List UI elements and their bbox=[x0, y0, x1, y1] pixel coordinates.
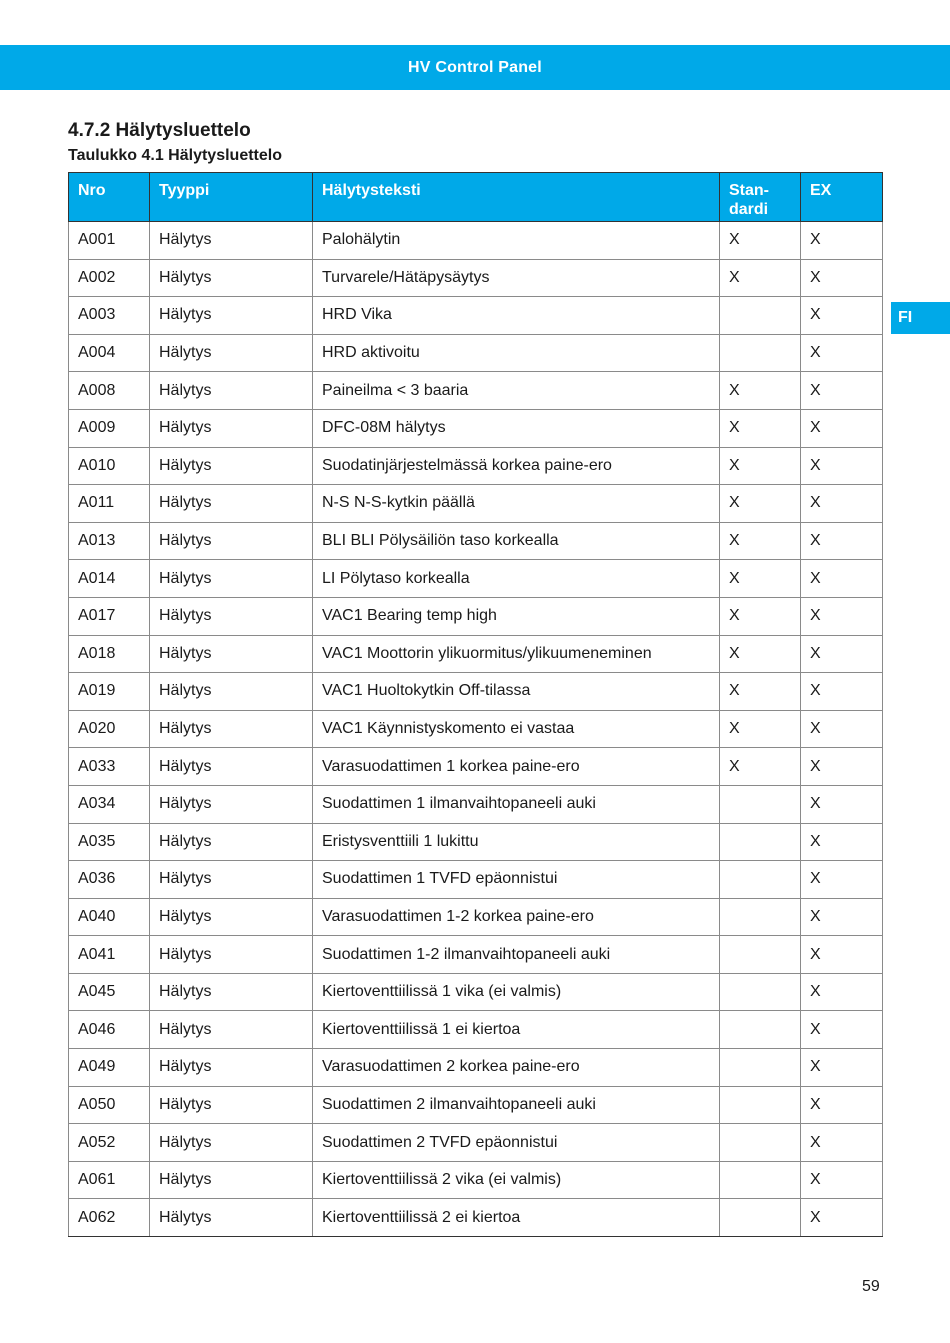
table-row bbox=[69, 1161, 883, 1199]
alarm-type-cell: Hälytys bbox=[150, 898, 313, 936]
table-row bbox=[69, 973, 883, 1011]
standard-cell: X bbox=[720, 635, 801, 673]
alarm-type-cell: Hälytys bbox=[150, 334, 313, 372]
alarm-code-cell: A034 bbox=[69, 785, 150, 823]
standard-cell bbox=[720, 297, 801, 335]
ex-cell: X bbox=[801, 936, 883, 974]
standard-cell bbox=[720, 1086, 801, 1124]
column-header-type: Tyyppi bbox=[150, 173, 313, 222]
alarm-type-cell: Hälytys bbox=[150, 1161, 313, 1199]
alarm-type-cell: Hälytys bbox=[150, 710, 313, 748]
alarm-text-cell: Suodattimen 1-2 ilmanvaihtopaneeli auki bbox=[313, 936, 720, 974]
alarm-text-cell: HRD aktivoitu bbox=[313, 334, 720, 372]
alarm-type-cell: Hälytys bbox=[150, 409, 313, 447]
header-band bbox=[0, 45, 950, 90]
alarm-text-cell: Turvarele/Hätäpysäytys bbox=[313, 259, 720, 297]
standard-cell bbox=[720, 898, 801, 936]
standard-cell: X bbox=[720, 259, 801, 297]
table-row bbox=[69, 485, 883, 523]
alarm-type-cell: Hälytys bbox=[150, 785, 313, 823]
table-row bbox=[69, 1049, 883, 1087]
alarm-code-cell: A020 bbox=[69, 710, 150, 748]
alarm-code-cell: A017 bbox=[69, 597, 150, 635]
alarm-type-cell: Hälytys bbox=[150, 823, 313, 861]
table-row bbox=[69, 1086, 883, 1124]
alarm-code-cell: A041 bbox=[69, 936, 150, 974]
alarm-type-cell: Hälytys bbox=[150, 1011, 313, 1049]
alarm-text-cell: Eristysventtiili 1 lukittu bbox=[313, 823, 720, 861]
standard-cell: X bbox=[720, 748, 801, 786]
standard-cell: X bbox=[720, 673, 801, 711]
standard-cell bbox=[720, 1011, 801, 1049]
table-row bbox=[69, 898, 883, 936]
ex-cell: X bbox=[801, 748, 883, 786]
standard-cell bbox=[720, 861, 801, 899]
table-row bbox=[69, 1124, 883, 1162]
alarm-text-cell: Kiertoventtiilissä 2 vika (ei valmis) bbox=[313, 1161, 720, 1199]
standard-cell bbox=[720, 785, 801, 823]
standard-cell: X bbox=[720, 372, 801, 410]
page-number: 59 bbox=[862, 1278, 880, 1295]
alarm-type-cell: Hälytys bbox=[150, 560, 313, 598]
standard-cell: X bbox=[720, 222, 801, 260]
alarm-code-cell: A019 bbox=[69, 673, 150, 711]
table-row bbox=[69, 1199, 883, 1237]
alarm-text-cell: Varasuodattimen 1-2 korkea paine-ero bbox=[313, 898, 720, 936]
alarm-code-cell: A014 bbox=[69, 560, 150, 598]
standard-cell: X bbox=[720, 409, 801, 447]
alarm-text-cell: N-S N-S-kytkin päällä bbox=[313, 485, 720, 523]
alarm-type-cell: Hälytys bbox=[150, 597, 313, 635]
ex-cell: X bbox=[801, 898, 883, 936]
standard-cell: X bbox=[720, 522, 801, 560]
alarm-type-cell: Hälytys bbox=[150, 1049, 313, 1087]
alarm-code-cell: A011 bbox=[69, 485, 150, 523]
table-row bbox=[69, 297, 883, 335]
alarm-code-cell: A008 bbox=[69, 372, 150, 410]
ex-cell: X bbox=[801, 861, 883, 899]
alarm-text-cell: BLI BLI Pölysäiliön taso korkealla bbox=[313, 522, 720, 560]
alarm-type-cell: Hälytys bbox=[150, 1086, 313, 1124]
alarm-code-cell: A050 bbox=[69, 1086, 150, 1124]
ex-cell: X bbox=[801, 1086, 883, 1124]
ex-cell: X bbox=[801, 522, 883, 560]
alarm-code-cell: A013 bbox=[69, 522, 150, 560]
ex-cell: X bbox=[801, 973, 883, 1011]
alarm-text-cell: Kiertoventtiilissä 2 ei kiertoa bbox=[313, 1199, 720, 1237]
alarm-type-cell: Hälytys bbox=[150, 673, 313, 711]
alarm-code-cell: A018 bbox=[69, 635, 150, 673]
ex-cell: X bbox=[801, 1161, 883, 1199]
alarm-text-cell: VAC1 Käynnistyskomento ei vastaa bbox=[313, 710, 720, 748]
alarm-text-cell: Kiertoventtiilissä 1 ei kiertoa bbox=[313, 1011, 720, 1049]
standard-cell bbox=[720, 823, 801, 861]
alarm-text-cell: VAC1 Moottorin ylikuormitus/ylikuumeneminen bbox=[313, 635, 720, 673]
alarm-text-cell: VAC1 Bearing temp high bbox=[313, 597, 720, 635]
standard-cell: X bbox=[720, 447, 801, 485]
alarm-text-cell: Kiertoventtiilissä 1 vika (ei valmis) bbox=[313, 973, 720, 1011]
table-row bbox=[69, 748, 883, 786]
table-row bbox=[69, 222, 883, 260]
standard-cell bbox=[720, 1161, 801, 1199]
alarm-code-cell: A009 bbox=[69, 409, 150, 447]
alarm-code-cell: A001 bbox=[69, 222, 150, 260]
alarm-text-cell: Paineilma < 3 baaria bbox=[313, 372, 720, 410]
alarm-code-cell: A040 bbox=[69, 898, 150, 936]
column-header-alarm-text: Hälytysteksti bbox=[313, 173, 720, 222]
alarm-code-cell: A036 bbox=[69, 861, 150, 899]
ex-cell: X bbox=[801, 372, 883, 410]
alarm-text-cell: LI Pölytaso korkealla bbox=[313, 560, 720, 598]
alarm-text-cell: Varasuodattimen 2 korkea paine-ero bbox=[313, 1049, 720, 1087]
alarm-type-cell: Hälytys bbox=[150, 1124, 313, 1162]
table-row bbox=[69, 936, 883, 974]
table-header-row bbox=[69, 173, 883, 222]
table-row bbox=[69, 372, 883, 410]
alarm-type-cell: Hälytys bbox=[150, 259, 313, 297]
alarm-type-cell: Hälytys bbox=[150, 447, 313, 485]
table-row bbox=[69, 785, 883, 823]
alarm-code-cell: A002 bbox=[69, 259, 150, 297]
alarm-type-cell: Hälytys bbox=[150, 748, 313, 786]
section-heading: 4.7.2 Hälytysluettelo bbox=[68, 120, 251, 141]
alarm-type-cell: Hälytys bbox=[150, 297, 313, 335]
table-row bbox=[69, 334, 883, 372]
table-row bbox=[69, 673, 883, 711]
ex-cell: X bbox=[801, 673, 883, 711]
table-row bbox=[69, 259, 883, 297]
ex-cell: X bbox=[801, 485, 883, 523]
alarm-code-cell: A033 bbox=[69, 748, 150, 786]
table-row bbox=[69, 522, 883, 560]
table-row bbox=[69, 861, 883, 899]
ex-cell: X bbox=[801, 635, 883, 673]
language-tab-label: FI bbox=[898, 309, 913, 326]
alarm-type-cell: Hälytys bbox=[150, 861, 313, 899]
alarm-code-cell: A010 bbox=[69, 447, 150, 485]
column-header-nro: Nro bbox=[69, 173, 150, 222]
alarm-type-cell: Hälytys bbox=[150, 222, 313, 260]
alarm-code-cell: A035 bbox=[69, 823, 150, 861]
table-row bbox=[69, 447, 883, 485]
standard-cell bbox=[720, 1049, 801, 1087]
column-header-ex: EX bbox=[801, 173, 883, 222]
alarm-text-cell: Suodatinjärjestelmässä korkea paine-ero bbox=[313, 447, 720, 485]
alarm-text-cell: Palohälytin bbox=[313, 222, 720, 260]
ex-cell: X bbox=[801, 222, 883, 260]
standard-cell: X bbox=[720, 560, 801, 598]
standard-cell bbox=[720, 936, 801, 974]
table-row bbox=[69, 823, 883, 861]
standard-cell: X bbox=[720, 597, 801, 635]
table-row bbox=[69, 597, 883, 635]
alarm-code-cell: A045 bbox=[69, 973, 150, 1011]
language-tab bbox=[891, 302, 950, 334]
ex-cell: X bbox=[801, 1124, 883, 1162]
alarm-text-cell: Suodattimen 2 TVFD epäonnistui bbox=[313, 1124, 720, 1162]
ex-cell: X bbox=[801, 597, 883, 635]
alarm-type-cell: Hälytys bbox=[150, 372, 313, 410]
standard-cell bbox=[720, 334, 801, 372]
alarm-code-cell: A062 bbox=[69, 1199, 150, 1237]
alarm-code-cell: A046 bbox=[69, 1011, 150, 1049]
alarm-code-cell: A052 bbox=[69, 1124, 150, 1162]
standard-cell: X bbox=[720, 710, 801, 748]
alarm-text-cell: VAC1 Huoltokytkin Off-tilassa bbox=[313, 673, 720, 711]
alarm-text-cell: Suodattimen 1 TVFD epäonnistui bbox=[313, 861, 720, 899]
alarm-text-cell: DFC-08M hälytys bbox=[313, 409, 720, 447]
ex-cell: X bbox=[801, 1011, 883, 1049]
ex-cell: X bbox=[801, 560, 883, 598]
ex-cell: X bbox=[801, 334, 883, 372]
alarm-type-cell: Hälytys bbox=[150, 1199, 313, 1237]
alarm-text-cell: Suodattimen 2 ilmanvaihtopaneeli auki bbox=[313, 1086, 720, 1124]
ex-cell: X bbox=[801, 710, 883, 748]
alarm-text-cell: Suodattimen 1 ilmanvaihtopaneeli auki bbox=[313, 785, 720, 823]
ex-cell: X bbox=[801, 1049, 883, 1087]
alarm-code-cell: A049 bbox=[69, 1049, 150, 1087]
table-row bbox=[69, 1011, 883, 1049]
alarm-table bbox=[68, 172, 883, 1237]
standard-cell bbox=[720, 1124, 801, 1162]
table-row bbox=[69, 635, 883, 673]
table-caption: Taulukko 4.1 Hälytysluettelo bbox=[68, 147, 282, 164]
standard-cell bbox=[720, 1199, 801, 1237]
alarm-text-cell: Varasuodattimen 1 korkea paine-ero bbox=[313, 748, 720, 786]
ex-cell: X bbox=[801, 297, 883, 335]
ex-cell: X bbox=[801, 823, 883, 861]
table-row bbox=[69, 560, 883, 598]
table-row bbox=[69, 710, 883, 748]
alarm-type-cell: Hälytys bbox=[150, 485, 313, 523]
ex-cell: X bbox=[801, 409, 883, 447]
table-body bbox=[69, 222, 883, 1237]
standard-cell bbox=[720, 973, 801, 1011]
ex-cell: X bbox=[801, 259, 883, 297]
alarm-type-cell: Hälytys bbox=[150, 522, 313, 560]
alarm-type-cell: Hälytys bbox=[150, 973, 313, 1011]
ex-cell: X bbox=[801, 447, 883, 485]
alarm-code-cell: A061 bbox=[69, 1161, 150, 1199]
ex-cell: X bbox=[801, 1199, 883, 1237]
standard-cell: X bbox=[720, 485, 801, 523]
header-title: HV Control Panel bbox=[408, 58, 542, 76]
alarm-text-cell: HRD Vika bbox=[313, 297, 720, 335]
alarm-type-cell: Hälytys bbox=[150, 635, 313, 673]
alarm-code-cell: A004 bbox=[69, 334, 150, 372]
alarm-code-cell: A003 bbox=[69, 297, 150, 335]
table-row bbox=[69, 409, 883, 447]
ex-cell: X bbox=[801, 785, 883, 823]
column-header-standard: Stan- dardi bbox=[720, 173, 801, 222]
alarm-type-cell: Hälytys bbox=[150, 936, 313, 974]
